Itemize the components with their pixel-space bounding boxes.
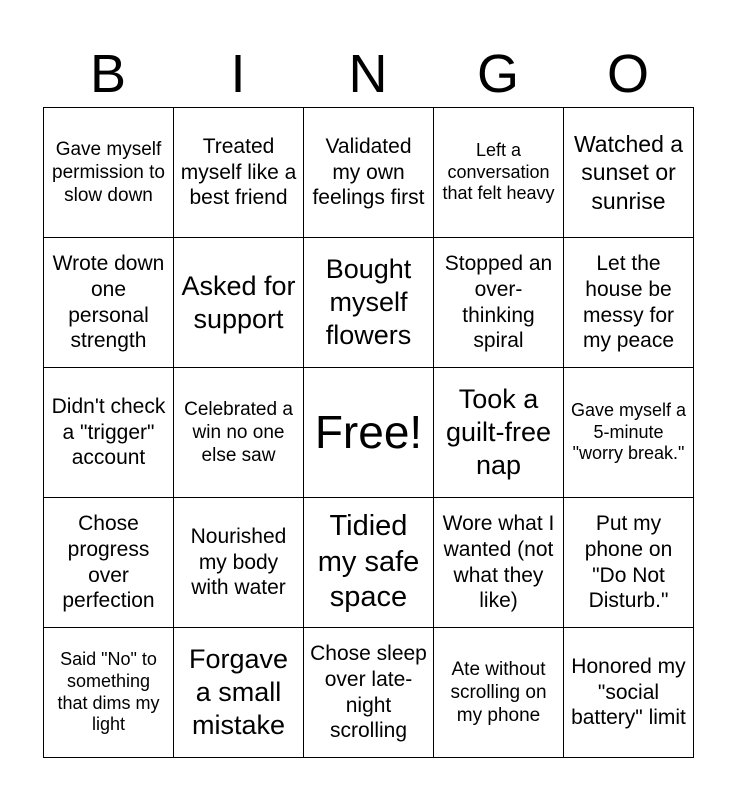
header-letter-n: N (348, 44, 388, 104)
bingo-cell[interactable]: Forgave a small mistake (174, 628, 304, 758)
bingo-cell[interactable]: Left a conversation that felt heavy (434, 108, 564, 238)
bingo-cell[interactable]: Treated myself like a best friend (174, 108, 304, 238)
bingo-cell[interactable]: Stopped an over-thinking spiral (434, 238, 564, 368)
bingo-row (44, 108, 694, 238)
bingo-cell[interactable]: Ate without scrolling on my phone (434, 628, 564, 758)
header-letter-g: G (476, 44, 519, 104)
bingo-header (43, 40, 693, 108)
header-letter-b: B (89, 44, 127, 104)
bingo-cell[interactable]: Chose progress over perfection (44, 498, 174, 628)
header-letter-i: I (230, 44, 246, 104)
bingo-cell[interactable]: Nourished my body with water (174, 498, 304, 628)
bingo-cell[interactable]: Gave myself a 5-minute "worry break." (564, 368, 694, 498)
bingo-cell[interactable]: Wrote down one personal strength (44, 238, 174, 368)
bingo-cell[interactable]: Bought myself flowers (304, 238, 434, 368)
bingo-cell[interactable]: Chose sleep over late-night scrolling (304, 628, 434, 758)
bingo-cell[interactable]: Tidied my safe space (304, 498, 434, 628)
bingo-cell[interactable]: Let the house be messy for my peace (564, 238, 694, 368)
bingo-cell[interactable]: Said "No" to something that dims my light (44, 628, 174, 758)
bingo-cell[interactable]: Asked for support (174, 238, 304, 368)
bingo-cell[interactable]: Didn't check a "trigger" account (44, 368, 174, 498)
bingo-row (44, 498, 694, 628)
bingo-cell[interactable]: Put my phone on "Do Not Disturb." (564, 498, 694, 628)
free-space-cell[interactable]: Free! (304, 368, 434, 498)
bingo-row (44, 238, 694, 368)
bingo-cell[interactable]: Took a guilt-free nap (434, 368, 564, 498)
bingo-row (44, 368, 694, 498)
bingo-cell[interactable]: Gave myself permission to slow down (44, 108, 174, 238)
bingo-card (43, 107, 694, 758)
header-letter-o: O (606, 44, 649, 104)
bingo-cell[interactable]: Watched a sunset or sunrise (564, 108, 694, 238)
bingo-cell[interactable]: Wore what I wanted (not what they like) (434, 498, 564, 628)
bingo-cell[interactable]: Honored my "social battery" limit (564, 628, 694, 758)
bingo-cell[interactable]: Validated my own feelings first (304, 108, 434, 238)
bingo-row (44, 628, 694, 758)
bingo-cell[interactable]: Celebrated a win no one else saw (174, 368, 304, 498)
